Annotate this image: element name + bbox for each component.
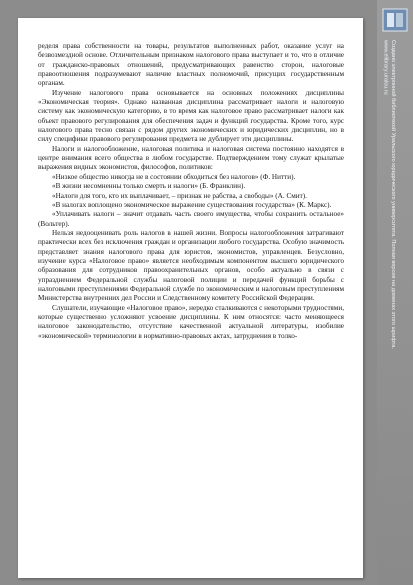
side-watermark-text bbox=[381, 40, 396, 349]
side-watermark-line: Создано электронной библиотекой Уральского юридического университета. Полная версия на доменах этого шрифта. bbox=[390, 40, 396, 349]
paragraph: Изучение налогового права основывается на основных положениях дисциплины «Экономическая теория». Однако названная дисциплина рассматривает налоги и налоговую систему как экономическую категорию, в то время как налоговое право рассматривает налоги как объект правового регулирования для обеспечения задач и функций государства. Кроме того, курс налогового права тесно связан с рядом других экономических и юридических дисциплин, но в силу специфики правового регулирования предмета не дублирует эти дисциплины. bbox=[38, 88, 344, 144]
paragraph: ределя права собственности на товары, результатов выполненных работ, оказание услуг на безвозмездной основе. Отличительным признаком налогового права выступает и то, что в отличие от гражданско-правовых отношений, предусматривающих равенство сторон, налоговые правоотношения подразумевают наличие властных полномочий, присущих государственным органам. bbox=[38, 42, 344, 88]
paragraph: «Уплачивать налоги – значит отдавать часть своего имущества, чтобы сохранить остальное» (Вольтер). bbox=[38, 210, 344, 228]
paragraph: «Налоги для того, кто их выплачивает, – признак не рабства, а свободы» (А. Смит). bbox=[52, 191, 307, 200]
paragraph: Слушатели, изучающие «Налоговое право», нередко сталкиваются с некоторыми трудностями, которые существенно усложняют усвоение дисциплины. К ним относятся: часто меняющееся налоговое законодательство, отсутствие качественной актуальной литературы, изобилие «экономической» терминологии в нормативно-правовых актах, затруднения в толко- bbox=[38, 303, 344, 340]
paragraph: «В налогах воплощено экономическое выражение существования государства» (К. Маркс). bbox=[52, 200, 332, 209]
paragraph: «Низкое общество никогда не в состоянии обходиться без налогов» (Ф. Нитти). bbox=[52, 172, 296, 181]
document-text bbox=[38, 42, 344, 341]
paragraph: Налоги и налогообложение, налоговая политика и налоговая система постоянно находятся в центре внимания всего общества в любом государстве. Подтверждением тому служат крылатые выражения видных экономистов, философов, политиков: bbox=[38, 144, 344, 172]
side-watermark-url: www.elibrary.uralsu.ru bbox=[382, 40, 389, 95]
paragraph: Нельзя недооценивать роль налогов в нашей жизни. Вопросы налогообложения затрагивают практически всех без исключения граждан и организации любого государства. Особую значимость представляет знания налогового права для юристов, экономистов, управленцев. Безусловно, изучение курса «Налоговое право» является необходимым компонентом высшего юридического образования для сотрудников правоохранительных органов, особо актуально в связи с упразднением Федеральной службы налоговой полиции и передачей функций борьбы с налоговыми преступлениями Федеральной службе по экономическим и налоговым преступлениям Министерства внутренних дел России и Следственному комитету Российской Федерации. bbox=[38, 228, 344, 303]
paragraph: «В жизни несомненны только смерть и налоги» (Б. Франклин). bbox=[52, 182, 246, 191]
side-watermark-strip bbox=[377, 0, 413, 585]
document-page bbox=[18, 18, 363, 578]
library-logo-icon bbox=[382, 8, 408, 32]
